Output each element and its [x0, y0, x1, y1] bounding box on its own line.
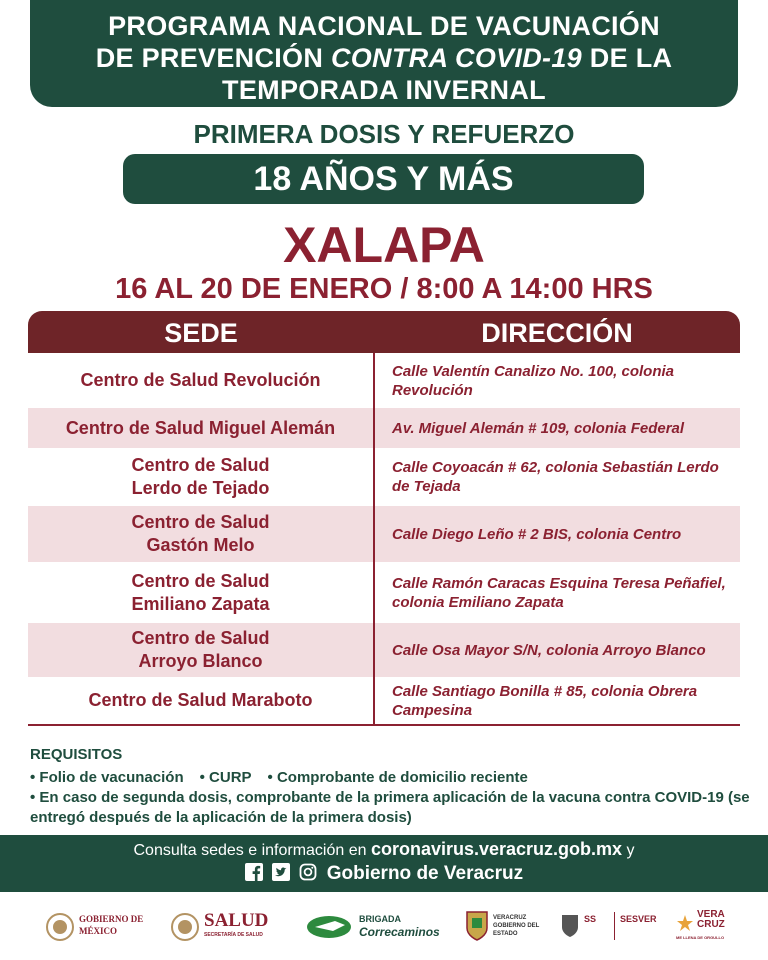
header-line-3: TEMPORADA INVERNAL — [222, 75, 546, 105]
direccion-cell: Calle Osa Mayor S/N, colonia Arroyo Blanco — [392, 641, 706, 659]
sede-cell: Centro de Salud Lerdo de Tejado — [131, 455, 270, 498]
social-handle: Gobierno de Veracruz — [326, 863, 524, 884]
brigada-logo — [305, 910, 445, 944]
gobierno-mexico-logo — [45, 910, 155, 944]
column-divider — [373, 353, 375, 724]
salud-sub-text: SECRETARÍA DE SALUD — [204, 932, 263, 938]
table-row — [28, 506, 740, 562]
header-direccion: DIRECCIÓN — [481, 318, 633, 348]
social-line — [0, 863, 768, 885]
instagram-icon[interactable] — [299, 863, 317, 881]
sede-cell: Centro de Salud Arroyo Blanco — [131, 628, 270, 671]
age-banner: 18 AÑOS Y MÁS — [123, 154, 644, 204]
header-sede: SEDE — [164, 318, 238, 348]
sede-cell: Centro de Salud Gastón Melo — [131, 512, 270, 555]
mexico-text: GOBIERNO DE MÉXICO — [79, 914, 144, 936]
header-line-1: PROGRAMA NACIONAL DE VACUNACIÓN — [108, 11, 660, 41]
header-line-2-b: CONTRA COVID-19 — [330, 43, 582, 73]
salud-seal-icon — [170, 912, 200, 942]
table-row — [28, 562, 740, 623]
requirements-line-1 — [30, 768, 750, 788]
sesver-text: SESVER — [620, 914, 657, 924]
footer-bar — [0, 835, 768, 892]
req-curp: • CURP — [199, 769, 252, 786]
ss-shield-icon — [560, 913, 580, 939]
veracruz-gobierno-logo — [465, 910, 545, 944]
direccion-cell: Calle Valentín Canalizo No. 100, colonia Revolución — [392, 362, 675, 399]
table-row — [28, 448, 740, 506]
sede-cell: Centro de Salud Revolución — [80, 370, 321, 390]
twitter-icon[interactable] — [272, 863, 290, 881]
direccion-cell: Calle Diego Leño # 2 BIS, colonia Centro — [392, 525, 682, 543]
y-text: y — [622, 842, 635, 859]
sites-table — [28, 353, 740, 726]
website-link[interactable]: coronavirus.veracruz.gob.mx — [370, 839, 623, 859]
requirements-title: REQUISITOS — [30, 746, 123, 763]
table-row — [28, 408, 740, 448]
req-folio: • Folio de vacunación — [30, 769, 184, 786]
city-title: XALAPA — [283, 217, 485, 273]
req-segunda-dosis: • En caso de segunda dosis, comprobante de la primera aplicación de la vacuna contra COVID-19 (se entregó después de la aplicación de la primera dosis) — [30, 789, 750, 826]
sede-cell: Centro de Salud Maraboto — [88, 690, 313, 710]
table-row — [28, 677, 740, 724]
header-line-2-c: DE LA — [581, 43, 673, 73]
brigada-text: BRIGADA — [359, 914, 401, 924]
roadrunner-icon — [305, 912, 353, 942]
req-domicilio: • Comprobante de domicilio reciente — [267, 769, 528, 786]
footer-consulta — [0, 839, 768, 860]
consulta-text: Consulta sedes e información en — [133, 842, 371, 859]
ss-text: SS — [584, 914, 597, 924]
veracruz-shield-icon — [465, 910, 489, 942]
sede-cell: Centro de Salud Emiliano Zapata — [131, 570, 270, 614]
facebook-icon[interactable] — [245, 863, 263, 881]
salud-text: SALUD — [204, 910, 269, 931]
requirements — [30, 745, 750, 828]
eagle-seal-icon — [45, 912, 75, 942]
veracruz-tagline: ME LLENA DE ORGULLO — [676, 935, 725, 940]
header-line-2 — [30, 42, 738, 74]
veracruz-gobierno-text: VERACRUZ GOBIERNO DEL ESTADO — [493, 915, 540, 937]
dose-subtitle: PRIMERA DOSIS Y REFUERZO — [193, 119, 575, 149]
logos-bar — [0, 892, 768, 960]
star-icon — [676, 914, 694, 932]
table-row — [28, 353, 740, 408]
veracruz-orgullo-logo — [676, 910, 736, 944]
table-header — [28, 311, 740, 353]
direccion-cell: Calle Ramón Caracas Esquina Teresa Peñafiel, colonia Emiliano Zapata — [392, 574, 726, 611]
veracruz-logo-text: VERA CRUZ — [697, 909, 725, 930]
dates-hours: 16 AL 20 DE ENERO / 8:00 A 14:00 HRS — [115, 273, 653, 305]
program-header — [30, 0, 738, 107]
sede-cell: Centro de Salud Miguel Alemán — [65, 417, 336, 438]
direccion-cell: Calle Santiago Bonilla # 85, colonia Obrera Campesina — [392, 682, 698, 719]
salud-logo — [170, 910, 282, 944]
header-line-2-a: DE PREVENCIÓN — [95, 43, 331, 73]
correcaminos-text: Correcaminos — [359, 925, 440, 939]
direccion-cell: Av. Miguel Alemán # 109, colonia Federal — [392, 419, 685, 437]
direccion-cell: Calle Coyoacán # 62, colonia Sebastián Lerdo de Tejada — [392, 459, 719, 495]
table-row — [28, 623, 740, 677]
ss-sesver-logo — [560, 910, 660, 944]
